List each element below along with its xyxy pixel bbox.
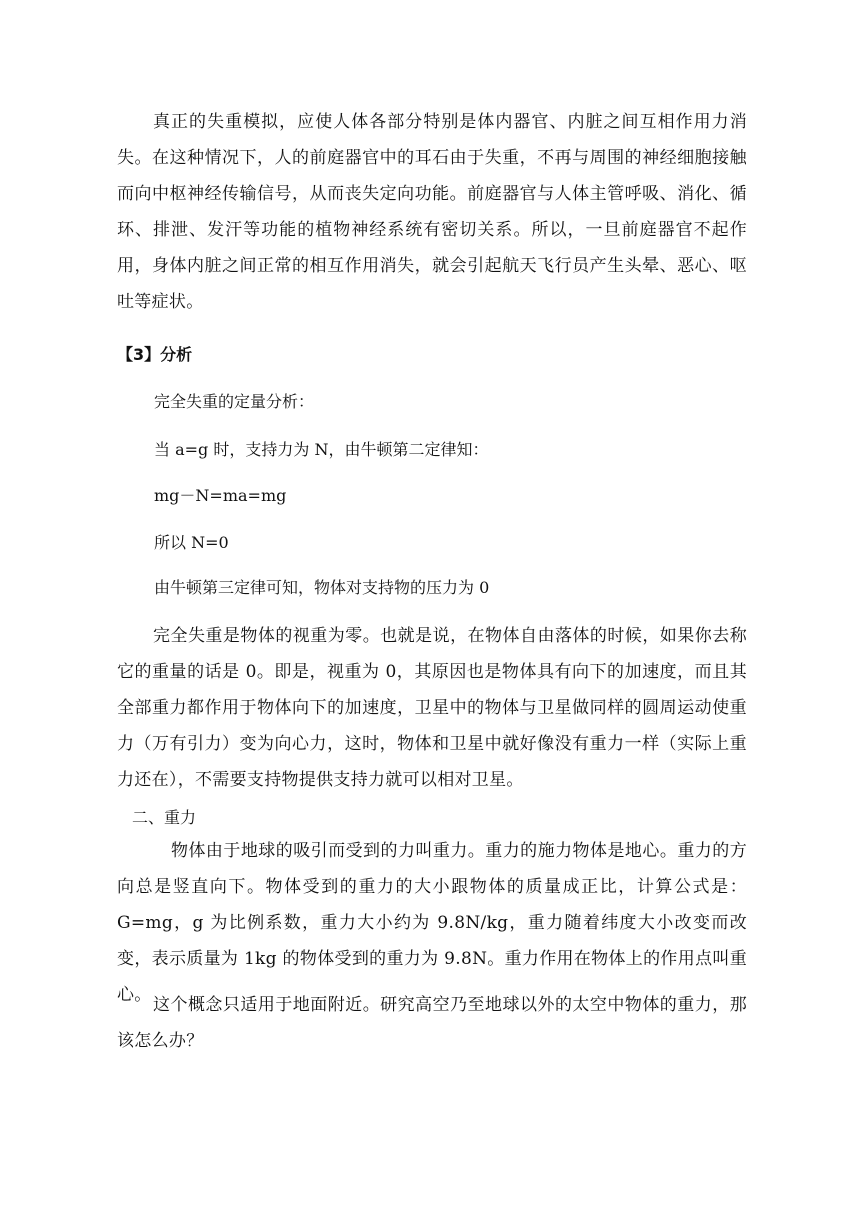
analysis-condition: 当 a=g 时，支持力为 N，由牛顿第二定律知： [154,440,489,459]
analysis-third-law: 由牛顿第三定律可知，物体对支持物的压力为 0 [154,578,490,597]
paragraph-gravity-definition: 物体由于地球的吸引而受到的力叫重力。重力的施力物体是地心。重力的方向总是竖直向下。物体受到的重力的大小跟物体的质量成正比，计算公式是：G=mg，g 为比例系数，重力大小约为 9.8N/kg，重力随着纬度大小改变而改变，表示质量为 1kg 的物体受到的重力为 9.8N。重力作用在物体上的作用点叫重心。 [117,841,747,1005]
section-heading-analysis: 【3】分析 [117,345,193,364]
analysis-result: 所以 N=0 [154,533,229,552]
paragraph-complete-weightlessness: 完全失重是物体的视重为零。也就是说，在物体自由落体的时候，如果你去称它的重量的话是 0。即是，视重为 0，其原因也是物体具有向下的加速度，而且其全部重力都作用于物体向下的加速度，卫星中的物体与卫星做同样的圆周运动使重力（万有引力）变为向心力，这时，物体和卫星中就好像没有重力一样（实际上重力还在），不需要支持物提供支持力就可以相对卫星。 [117,626,747,790]
section-heading-gravity: 二、重力 [132,808,197,827]
analysis-intro: 完全失重的定量分析： [154,392,315,411]
analysis-equation: mg－N=ma=mg [154,486,287,505]
paragraph-weightlessness-simulation: 真正的失重模拟，应使人体各部分特别是体内器官、内脏之间互相作用力消失。在这种情况下，人的前庭器官中的耳石由于失重，不再与周围的神经细胞接触而向中枢神经传输信号，从而丧失定向功能。前庭器官与人体主管呼吸、消化、循环、排泄、发汗等功能的植物神经系统有密切关系。所以，一旦前庭器官不起作用，身体内脏之间正常的相互作用消失，就会引起航天飞行员产生头晕、恶心、呕吐等症状。 [117,112,747,312]
paragraph-gravity-scope: 这个概念只适用于地面附近。研究高空乃至地球以外的太空中物体的重力，那该怎么办？ [117,995,747,1051]
